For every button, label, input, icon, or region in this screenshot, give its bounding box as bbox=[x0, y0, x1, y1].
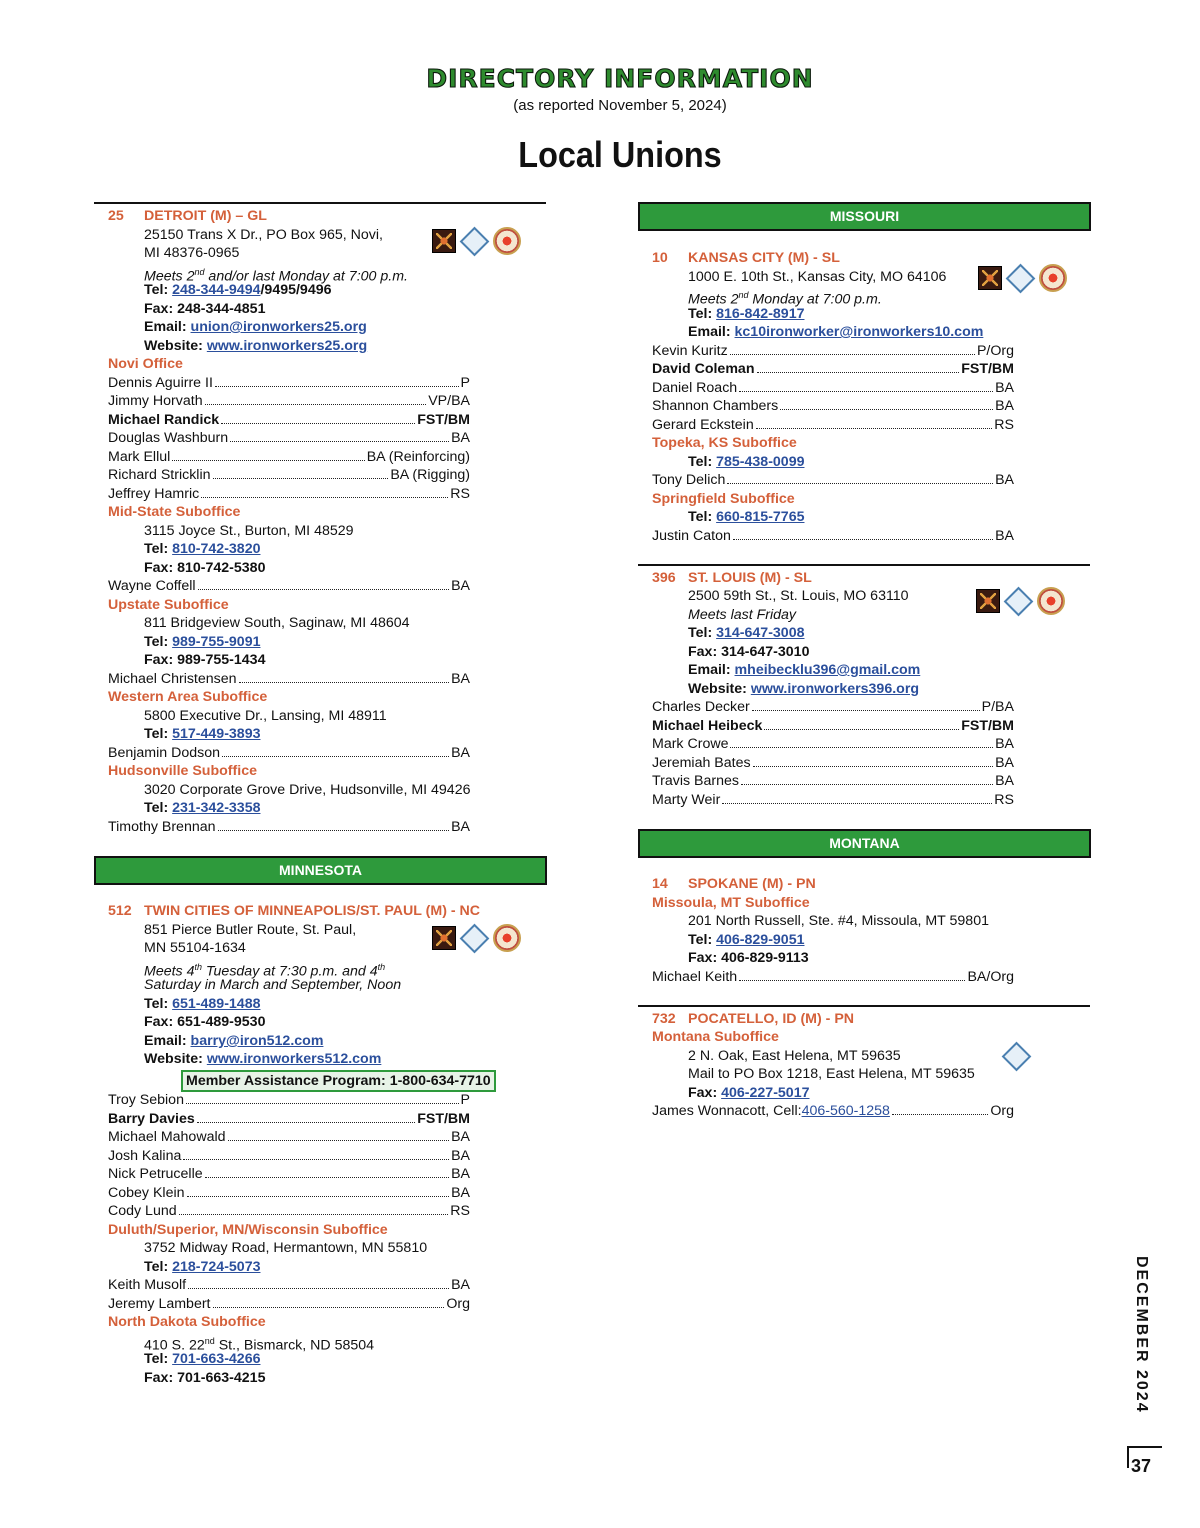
diamond-badge-icon bbox=[460, 923, 490, 953]
local-10-badges bbox=[978, 264, 1067, 292]
office-name: Upstate Suboffice bbox=[108, 597, 229, 613]
officer-row: Timothy Brennan BA bbox=[108, 819, 470, 835]
local-732-title: 732 POCATELLO, ID (M) - PN bbox=[652, 1011, 855, 1027]
address-line: 1000 E. 10th St., Kansas City, MO 64106 bbox=[688, 269, 947, 285]
website-link[interactable]: www.ironworkers512.com bbox=[206, 1051, 382, 1067]
phone-link[interactable]: 231-342-3358 bbox=[172, 800, 261, 816]
email-line: Email: kc10ironworker@ironworkers10.com bbox=[688, 324, 984, 340]
meeting-info: Meets 4th Tuesday at 7:30 p.m. and 4th bbox=[144, 962, 386, 980]
phone-line: Tel: 651-489-1488 bbox=[144, 996, 261, 1012]
local-512-title: 512 TWIN CITIES OF MINNEAPOLIS/ST. PAUL (M) - NC bbox=[108, 903, 481, 919]
phone-link[interactable]: 989-755-9091 bbox=[172, 634, 261, 650]
meeting-info: Saturday in March and September, Noon bbox=[144, 977, 402, 993]
address-line: 3752 Midway Road, Hermantown, MN 55810 bbox=[144, 1240, 428, 1256]
officer-row: David Coleman FST/BM bbox=[652, 361, 1014, 377]
local-14-title: 14 SPOKANE (M) - PN bbox=[652, 876, 816, 892]
issue-month: DECEMBER 2024 bbox=[1133, 1256, 1150, 1414]
state-band-montana: MONTANA bbox=[638, 829, 1091, 858]
website-line: Website: www.ironworkers396.org bbox=[688, 681, 920, 697]
section-heading: Local Unions bbox=[518, 134, 722, 175]
address-line: 2500 59th St., St. Louis, MO 63110 bbox=[688, 588, 909, 604]
officer-row: Michael Heibeck FST/BM bbox=[652, 718, 1014, 734]
officer-row: Michael Christensen BA bbox=[108, 671, 470, 687]
officer-row: Richard Stricklin BA (Rigging) bbox=[108, 467, 470, 483]
phone-link[interactable]: 517-449-3893 bbox=[172, 726, 261, 742]
officer-row: Marty Weir RS bbox=[652, 792, 1014, 808]
officer-row: Barry Davies FST/BM bbox=[108, 1111, 470, 1127]
local-512-badges bbox=[432, 924, 521, 952]
officer-row: James Wonnacott, Cell: 406-560-1258 Org bbox=[652, 1103, 1014, 1119]
office-name: Hudsonville Suboffice bbox=[108, 763, 257, 779]
seal-badge-icon bbox=[493, 924, 521, 952]
phone-line: Tel: 248-344-9494/9495/9496 bbox=[144, 282, 332, 298]
phone-line: Tel: 785-438-0099 bbox=[688, 454, 805, 470]
officer-row: Keith Musolf BA bbox=[108, 1277, 470, 1293]
officer-row: Gerard Eckstein RS bbox=[652, 417, 1014, 433]
phone-link[interactable]: 314-647-3008 bbox=[716, 625, 805, 641]
email-line: Email: barry@iron512.com bbox=[144, 1033, 324, 1049]
officer-row: Justin Caton BA bbox=[652, 528, 1014, 544]
member-assistance-box: Member Assistance Program: 1-800-634-7710 bbox=[181, 1070, 496, 1092]
meeting-info: Meets 2nd Monday at 7:00 p.m. bbox=[688, 290, 882, 308]
phone-line: Tel: 701-663-4266 bbox=[144, 1351, 261, 1367]
fax-line: Fax: 989-755-1434 bbox=[144, 652, 266, 668]
phone-link[interactable]: 406-560-1258 bbox=[801, 1103, 890, 1119]
address-line: 25150 Trans X Dr., PO Box 965, Novi, bbox=[144, 227, 383, 243]
officer-row: Kevin Kuritz P/Org bbox=[652, 343, 1014, 359]
phone-line: Tel: 660-815-7765 bbox=[688, 509, 805, 525]
officer-row: Michael Mahowald BA bbox=[108, 1129, 470, 1145]
address-line: 811 Bridgeview South, Saginaw, MI 48604 bbox=[144, 615, 410, 631]
shield-badge-icon bbox=[978, 266, 1002, 290]
officer-row: Jeffrey Hamric RS bbox=[108, 486, 470, 502]
officer-row: Douglas Washburn BA bbox=[108, 430, 470, 446]
officer-row: Dennis Aguirre II P bbox=[108, 375, 470, 391]
seal-badge-icon bbox=[1037, 587, 1065, 615]
diamond-badge-icon bbox=[460, 226, 490, 256]
local-732-badges bbox=[1006, 1046, 1027, 1067]
meeting-info: Meets last Friday bbox=[688, 607, 797, 623]
footer-divider bbox=[1128, 1446, 1162, 1448]
officer-row: Daniel Roach BA bbox=[652, 380, 1014, 396]
fax-line: Fax: 810-742-5380 bbox=[144, 560, 266, 576]
fax-line: Fax: 314-647-3010 bbox=[688, 644, 810, 660]
divider bbox=[94, 202, 546, 204]
local-396-badges bbox=[976, 587, 1065, 615]
office-name: Novi Office bbox=[108, 356, 183, 372]
diamond-badge-icon bbox=[1002, 1042, 1032, 1072]
phone-line: Tel: 406-829-9051 bbox=[688, 932, 805, 948]
office-name: Mid-State Suboffice bbox=[108, 504, 241, 520]
diamond-badge-icon bbox=[1004, 586, 1034, 616]
officer-row: Wayne Coffell BA bbox=[108, 578, 470, 594]
officer-row: Cobey Klein BA bbox=[108, 1185, 470, 1201]
officer-row: Cody Lund RS bbox=[108, 1203, 470, 1219]
phone-line: Tel: 314-647-3008 bbox=[688, 625, 805, 641]
office-name: Missoula, MT Suboffice bbox=[652, 895, 810, 911]
local-25-badges bbox=[432, 227, 521, 255]
office-name: Western Area Suboffice bbox=[108, 689, 268, 705]
footer-divider bbox=[1127, 1446, 1129, 1468]
address-line: 5800 Executive Dr., Lansing, MI 48911 bbox=[144, 708, 387, 724]
phone-line: Tel: 816-842-8917 bbox=[688, 306, 805, 322]
officer-row: Charles Decker P/BA bbox=[652, 699, 1014, 715]
page-subtitle: (as reported November 5, 2024) bbox=[513, 97, 727, 114]
officer-row: Jeremy Lambert Org bbox=[108, 1296, 470, 1312]
officer-row: Mark Ellul BA (Reinforcing) bbox=[108, 449, 470, 465]
phone-link[interactable]: 810-742-3820 bbox=[172, 541, 261, 557]
page-number: 37 bbox=[1131, 1456, 1152, 1476]
office-name: Montana Suboffice bbox=[652, 1029, 779, 1045]
phone-link[interactable]: 406-829-9051 bbox=[716, 932, 805, 948]
officer-row: Benjamin Dodson BA bbox=[108, 745, 470, 761]
divider bbox=[638, 1005, 1090, 1007]
divider bbox=[638, 564, 1090, 566]
fax-line: Fax: 406-829-9113 bbox=[688, 950, 809, 966]
state-band-missouri: MISSOURI bbox=[638, 202, 1091, 231]
phone-line: Tel: 517-449-3893 bbox=[144, 726, 261, 742]
phone-link[interactable]: 248-344-9494 bbox=[172, 282, 261, 298]
phone-line: Tel: 231-342-3358 bbox=[144, 800, 261, 816]
officer-row: Tony Delich BA bbox=[652, 472, 1014, 488]
fax-line: Fax: 406-227-5017 bbox=[688, 1085, 810, 1101]
address-line: 410 S. 22nd St., Bismarck, ND 58504 bbox=[144, 1336, 375, 1354]
officer-row: Travis Barnes BA bbox=[652, 773, 1014, 789]
officer-row: Jimmy Horvath VP/BA bbox=[108, 393, 470, 409]
office-name: Topeka, KS Suboffice bbox=[652, 435, 797, 451]
officer-row: Nick Petrucelle BA bbox=[108, 1166, 470, 1182]
address-line: 2 N. Oak, East Helena, MT 59635 bbox=[688, 1048, 901, 1064]
email-line: Email: union@ironworkers25.org bbox=[144, 319, 367, 335]
fax-line: Fax: 701-663-4215 bbox=[144, 1370, 266, 1386]
phone-link[interactable]: 816-842-8917 bbox=[716, 306, 805, 322]
website-link[interactable]: www.ironworkers396.org bbox=[750, 681, 920, 697]
phone-link[interactable]: 701-663-4266 bbox=[172, 1351, 261, 1367]
address-line: MI 48376-0965 bbox=[144, 245, 240, 261]
officer-row: Jeremiah Bates BA bbox=[652, 755, 1014, 771]
phone-line: Tel: 810-742-3820 bbox=[144, 541, 261, 557]
phone-link[interactable]: 651-489-1488 bbox=[172, 996, 261, 1012]
email-link[interactable]: mheibecklu396@gmail.com bbox=[734, 662, 921, 678]
address-line: MN 55104-1634 bbox=[144, 940, 246, 956]
seal-badge-icon bbox=[493, 227, 521, 255]
address-line: 3115 Joyce St., Burton, MI 48529 bbox=[144, 523, 354, 539]
email-link[interactable]: kc10ironworker@ironworkers10.com bbox=[734, 324, 984, 340]
website-line: Website: www.ironworkers25.org bbox=[144, 338, 368, 354]
email-line: Email: mheibecklu396@gmail.com bbox=[688, 662, 921, 678]
fax-line: Fax: 651-489-9530 bbox=[144, 1014, 266, 1030]
officer-row: Michael Keith BA/Org bbox=[652, 969, 1014, 985]
officer-row: Michael Randick FST/BM bbox=[108, 412, 470, 428]
diamond-badge-icon bbox=[1006, 263, 1036, 293]
fax-link[interactable]: 406-227-5017 bbox=[721, 1085, 810, 1101]
website-link[interactable]: www.ironworkers25.org bbox=[206, 338, 368, 354]
officer-row: Mark Crowe BA bbox=[652, 736, 1014, 752]
state-band-minnesota: MINNESOTA bbox=[94, 856, 547, 885]
officer-row: Troy Sebion P bbox=[108, 1092, 470, 1108]
office-name: Springfield Suboffice bbox=[652, 491, 795, 507]
local-25-title: 25 DETROIT (M) – GL bbox=[108, 208, 267, 224]
officer-row: Shannon Chambers BA bbox=[652, 398, 1014, 414]
phone-link[interactable]: 785-438-0099 bbox=[716, 454, 805, 470]
website-line: Website: www.ironworkers512.com bbox=[144, 1051, 382, 1067]
office-name: North Dakota Suboffice bbox=[108, 1314, 266, 1330]
fax-line: Fax: 248-344-4851 bbox=[144, 301, 266, 317]
email-link[interactable]: union@ironworkers25.org bbox=[190, 319, 367, 335]
meeting-info: Meets 2nd and/or last Monday at 7:00 p.m. bbox=[144, 267, 408, 285]
address-line: 851 Pierce Butler Route, St. Paul, bbox=[144, 922, 357, 938]
phone-line: Tel: 989-755-9091 bbox=[144, 634, 261, 650]
address-line: Mail to PO Box 1218, East Helena, MT 59635 bbox=[688, 1066, 975, 1082]
email-link[interactable]: barry@iron512.com bbox=[190, 1033, 324, 1049]
seal-badge-icon bbox=[1039, 264, 1067, 292]
shield-badge-icon bbox=[432, 926, 456, 950]
page-title: DIRECTORY INFORMATION bbox=[426, 64, 814, 93]
local-396-title: 396 ST. LOUIS (M) - SL bbox=[652, 570, 812, 586]
phone-link[interactable]: 660-815-7765 bbox=[716, 509, 805, 525]
shield-badge-icon bbox=[976, 589, 1000, 613]
officer-row: Josh Kalina BA bbox=[108, 1148, 470, 1164]
phone-line: Tel: 218-724-5073 bbox=[144, 1259, 261, 1275]
shield-badge-icon bbox=[432, 229, 456, 253]
phone-link[interactable]: 218-724-5073 bbox=[172, 1259, 261, 1275]
address-line: 3020 Corporate Grove Drive, Hudsonville, MI 49426 bbox=[144, 782, 471, 798]
address-line: 201 North Russell, Ste. #4, Missoula, MT 59801 bbox=[688, 913, 989, 929]
office-name: Duluth/Superior, MN/Wisconsin Suboffice bbox=[108, 1222, 388, 1238]
local-10-title: 10 KANSAS CITY (M) - SL bbox=[652, 250, 840, 266]
